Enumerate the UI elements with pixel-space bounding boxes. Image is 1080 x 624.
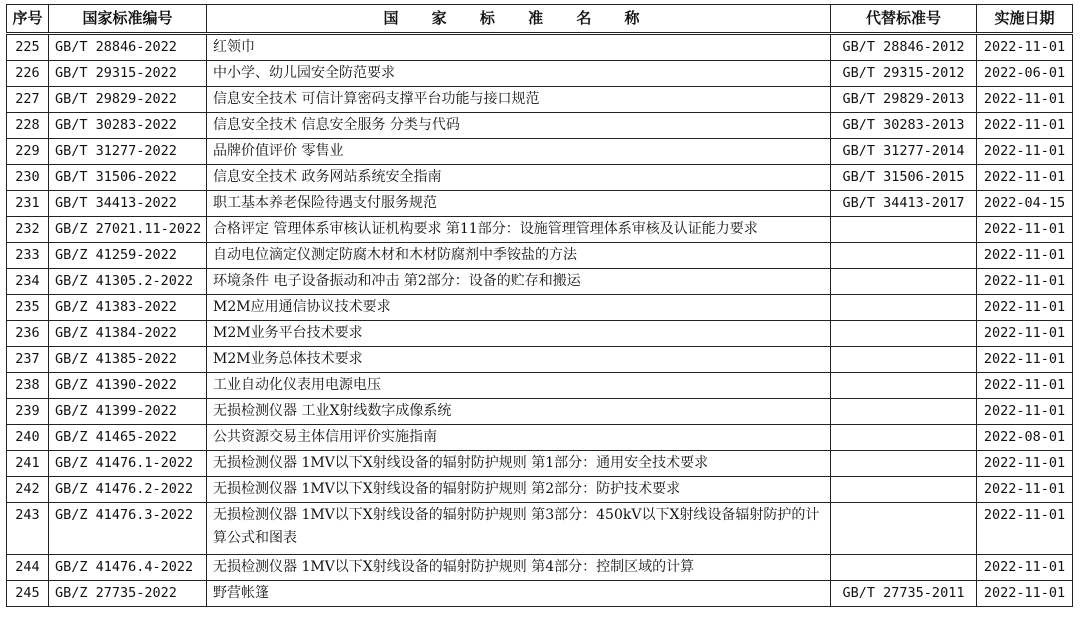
standard-code-cell: GB/Z 41259-2022 [49, 243, 207, 269]
serial-number-cell: 238 [7, 373, 49, 399]
standard-name-cell: 信息安全技术 政务网站系统安全指南 [207, 165, 831, 191]
standards-table [6, 4, 1073, 607]
table-row [7, 61, 1073, 87]
replaced-standard-cell: GB/T 31277-2014 [831, 139, 977, 165]
replaced-standard-cell: GB/T 31506-2015 [831, 165, 977, 191]
table-row [7, 503, 1073, 555]
serial-number-cell: 241 [7, 451, 49, 477]
standard-name-cell: 信息安全技术 信息安全服务 分类与代码 [207, 113, 831, 139]
table-row [7, 581, 1073, 607]
replaced-standard-cell: GB/T 29829-2013 [831, 87, 977, 113]
table-row [7, 373, 1073, 399]
standard-name-cell: 无损检测仪器 1MV以下X射线设备的辐射防护规则 第2部分：防护技术要求 [207, 477, 831, 503]
header-replaced-standard: 代替标准号 [831, 5, 977, 34]
table-row [7, 347, 1073, 373]
standard-name-cell: M2M业务平台技术要求 [207, 321, 831, 347]
standard-code-cell: GB/Z 41383-2022 [49, 295, 207, 321]
standard-code-cell: GB/T 29829-2022 [49, 87, 207, 113]
table-row [7, 477, 1073, 503]
table-row [7, 425, 1073, 451]
replaced-standard-cell [831, 217, 977, 243]
serial-number-cell: 227 [7, 87, 49, 113]
standard-name-cell: 公共资源交易主体信用评价实施指南 [207, 425, 831, 451]
replaced-standard-cell [831, 399, 977, 425]
replaced-standard-cell [831, 243, 977, 269]
standard-code-cell: GB/Z 41476.4-2022 [49, 555, 207, 581]
standard-code-cell: GB/T 31277-2022 [49, 139, 207, 165]
implementation-date-cell: 2022-11-01 [977, 87, 1073, 113]
replaced-standard-cell: GB/T 29315-2012 [831, 61, 977, 87]
table-header [7, 5, 1073, 34]
standard-code-cell: GB/T 30283-2022 [49, 113, 207, 139]
replaced-standard-cell [831, 425, 977, 451]
implementation-date-cell: 2022-11-01 [977, 165, 1073, 191]
implementation-date-cell: 2022-11-01 [977, 581, 1073, 607]
implementation-date-cell: 2022-11-01 [977, 399, 1073, 425]
replaced-standard-cell [831, 295, 977, 321]
serial-number-cell: 234 [7, 269, 49, 295]
serial-number-cell: 245 [7, 581, 49, 607]
standard-name-cell: 自动电位滴定仪测定防腐木材和木材防腐剂中季铵盐的方法 [207, 243, 831, 269]
serial-number-cell: 226 [7, 61, 49, 87]
standard-code-cell: GB/Z 27735-2022 [49, 581, 207, 607]
implementation-date-cell: 2022-11-01 [977, 295, 1073, 321]
serial-number-cell: 240 [7, 425, 49, 451]
standard-name-cell: 工业自动化仪表用电源电压 [207, 373, 831, 399]
standard-code-cell: GB/Z 41390-2022 [49, 373, 207, 399]
replaced-standard-cell [831, 269, 977, 295]
standard-code-cell: GB/Z 41399-2022 [49, 399, 207, 425]
implementation-date-cell: 2022-11-01 [977, 451, 1073, 477]
serial-number-cell: 228 [7, 113, 49, 139]
standard-name-cell: 信息安全技术 可信计算密码支撑平台功能与接口规范 [207, 87, 831, 113]
replaced-standard-cell [831, 555, 977, 581]
standard-code-cell: GB/Z 41305.2-2022 [49, 269, 207, 295]
header-serial-number: 序号 [7, 5, 49, 34]
serial-number-cell: 225 [7, 34, 49, 61]
standard-code-cell: GB/T 31506-2022 [49, 165, 207, 191]
standard-name-cell: 无损检测仪器 1MV以下X射线设备的辐射防护规则 第4部分：控制区域的计算 [207, 555, 831, 581]
replaced-standard-cell [831, 503, 977, 555]
serial-number-cell: 236 [7, 321, 49, 347]
table-row [7, 269, 1073, 295]
implementation-date-cell: 2022-11-01 [977, 373, 1073, 399]
serial-number-cell: 244 [7, 555, 49, 581]
standard-code-cell: GB/Z 27021.11-2022 [49, 217, 207, 243]
implementation-date-cell: 2022-11-01 [977, 34, 1073, 61]
header-row [7, 5, 1073, 34]
header-standard-code: 国家标准编号 [49, 5, 207, 34]
implementation-date-cell: 2022-06-01 [977, 61, 1073, 87]
standard-name-cell: 无损检测仪器 工业X射线数字成像系统 [207, 399, 831, 425]
standard-code-cell: GB/T 28846-2022 [49, 34, 207, 61]
implementation-date-cell: 2022-11-01 [977, 217, 1073, 243]
standard-name-cell: 红领巾 [207, 34, 831, 61]
table-row [7, 451, 1073, 477]
replaced-standard-cell [831, 321, 977, 347]
table-row [7, 113, 1073, 139]
table-row [7, 165, 1073, 191]
table-row [7, 399, 1073, 425]
replaced-standard-cell [831, 477, 977, 503]
standard-code-cell: GB/Z 41465-2022 [49, 425, 207, 451]
table-row [7, 34, 1073, 61]
implementation-date-cell: 2022-11-01 [977, 243, 1073, 269]
standard-code-cell: GB/Z 41385-2022 [49, 347, 207, 373]
standard-name-cell: 职工基本养老保险待遇支付服务规范 [207, 191, 831, 217]
serial-number-cell: 229 [7, 139, 49, 165]
standard-code-cell: GB/Z 41476.2-2022 [49, 477, 207, 503]
table-row [7, 87, 1073, 113]
replaced-standard-cell: GB/T 30283-2013 [831, 113, 977, 139]
table-row [7, 295, 1073, 321]
serial-number-cell: 239 [7, 399, 49, 425]
table-body [7, 34, 1073, 607]
serial-number-cell: 233 [7, 243, 49, 269]
replaced-standard-cell [831, 451, 977, 477]
standard-name-cell: 无损检测仪器 1MV以下X射线设备的辐射防护规则 第3部分：450kV以下X射线设备辐射防护的计算公式和图表 [207, 503, 831, 555]
standard-name-cell: 中小学、幼儿园安全防范要求 [207, 61, 831, 87]
implementation-date-cell: 2022-11-01 [977, 139, 1073, 165]
implementation-date-cell: 2022-11-01 [977, 347, 1073, 373]
table-row [7, 139, 1073, 165]
standard-name-cell: M2M应用通信协议技术要求 [207, 295, 831, 321]
standard-name-cell: 无损检测仪器 1MV以下X射线设备的辐射防护规则 第1部分：通用安全技术要求 [207, 451, 831, 477]
standard-code-cell: GB/Z 41476.3-2022 [49, 503, 207, 555]
serial-number-cell: 242 [7, 477, 49, 503]
implementation-date-cell: 2022-11-01 [977, 477, 1073, 503]
implementation-date-cell: 2022-11-01 [977, 113, 1073, 139]
implementation-date-cell: 2022-11-01 [977, 555, 1073, 581]
serial-number-cell: 237 [7, 347, 49, 373]
replaced-standard-cell [831, 373, 977, 399]
implementation-date-cell: 2022-11-01 [977, 321, 1073, 347]
standard-code-cell: GB/Z 41384-2022 [49, 321, 207, 347]
replaced-standard-cell: GB/T 27735-2011 [831, 581, 977, 607]
implementation-date-cell: 2022-04-15 [977, 191, 1073, 217]
header-implementation-date: 实施日期 [977, 5, 1073, 34]
serial-number-cell: 231 [7, 191, 49, 217]
implementation-date-cell: 2022-08-01 [977, 425, 1073, 451]
table-row [7, 555, 1073, 581]
implementation-date-cell: 2022-11-01 [977, 503, 1073, 555]
serial-number-cell: 243 [7, 503, 49, 555]
standard-name-cell: 环境条件 电子设备振动和冲击 第2部分：设备的贮存和搬运 [207, 269, 831, 295]
standard-name-cell: M2M业务总体技术要求 [207, 347, 831, 373]
header-standard-name: 国 家 标 准 名 称 [207, 5, 831, 34]
standards-list-page [6, 4, 1072, 607]
serial-number-cell: 235 [7, 295, 49, 321]
table-row [7, 243, 1073, 269]
implementation-date-cell: 2022-11-01 [977, 269, 1073, 295]
table-row [7, 321, 1073, 347]
standard-code-cell: GB/T 29315-2022 [49, 61, 207, 87]
replaced-standard-cell [831, 347, 977, 373]
standard-code-cell: GB/Z 41476.1-2022 [49, 451, 207, 477]
replaced-standard-cell: GB/T 28846-2012 [831, 34, 977, 61]
table-row [7, 217, 1073, 243]
standard-name-cell: 品牌价值评价 零售业 [207, 139, 831, 165]
table-row [7, 191, 1073, 217]
standard-name-cell: 合格评定 管理体系审核认证机构要求 第11部分：设施管理管理体系审核及认证能力要求 [207, 217, 831, 243]
standard-code-cell: GB/T 34413-2022 [49, 191, 207, 217]
serial-number-cell: 232 [7, 217, 49, 243]
serial-number-cell: 230 [7, 165, 49, 191]
replaced-standard-cell: GB/T 34413-2017 [831, 191, 977, 217]
standard-name-cell: 野营帐篷 [207, 581, 831, 607]
